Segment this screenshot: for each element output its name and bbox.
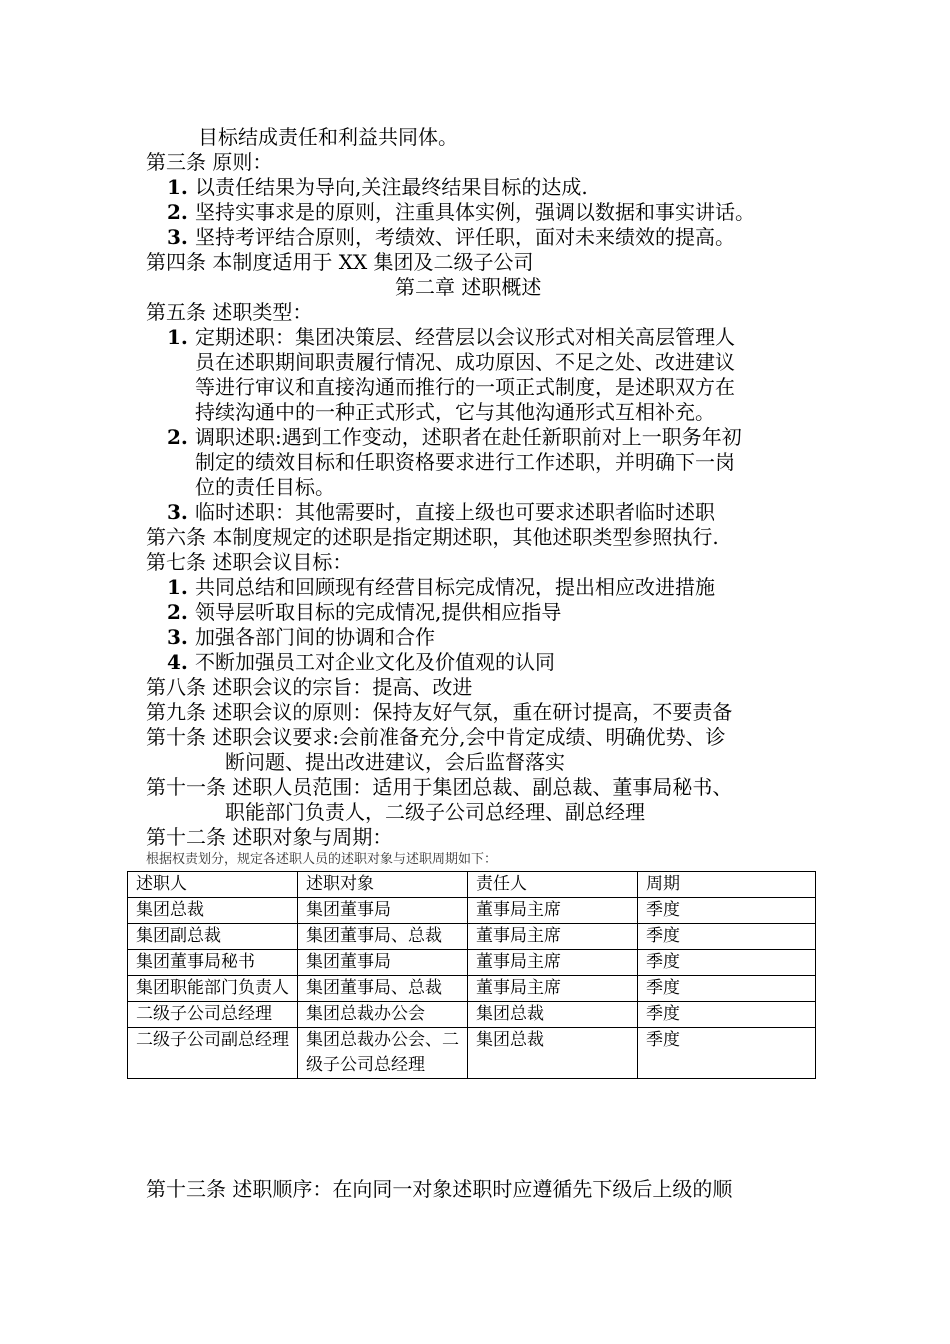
- table-cell: 集团总裁: [468, 1028, 638, 1079]
- text-line: 持续沟通中的一种正式形式，它与其他沟通形式互相补充。: [195, 400, 715, 424]
- table-cell: 季度: [638, 950, 816, 976]
- table-row: [128, 950, 816, 976]
- table-cell: 董事局主席: [468, 924, 638, 950]
- list-text: 临时述职：其他需要时，直接上级也可要求述职者临时述职: [195, 500, 715, 524]
- table-header-cell: 述职人: [128, 872, 298, 898]
- article-heading: 第七条 述职会议目标：: [146, 550, 353, 574]
- list-text: 坚持实事求是的原则，注重具体实例，强调以数据和事实讲话。: [195, 200, 755, 224]
- table-row: [128, 976, 816, 1002]
- article-heading: 第五条 述职类型：: [146, 300, 313, 324]
- article-heading: 第十一条 述职人员范围：适用于集团总裁、副总裁、董事局秘书、: [146, 775, 733, 799]
- list-text: 不断加强员工对企业文化及价值观的认同: [195, 650, 555, 674]
- table-cell: 季度: [638, 924, 816, 950]
- table-cell: 董事局主席: [468, 950, 638, 976]
- table-cell: 集团董事局、总裁: [298, 976, 468, 1002]
- list-number: 3.: [167, 500, 188, 524]
- list-item: [167, 225, 735, 250]
- text-line: 等进行审议和直接沟通而推行的一项正式制度，是述职双方在: [195, 375, 735, 399]
- article-heading: 第八条 述职会议的宗旨：提高、改进: [146, 675, 473, 699]
- table-cell: 董事局主席: [468, 976, 638, 1002]
- table-row: [128, 1002, 816, 1028]
- list-text: 加强各部门间的协调和合作: [195, 625, 435, 649]
- table-cell: 集团职能部门负责人: [128, 976, 298, 1002]
- article-heading: 第三条 原则：: [146, 150, 273, 174]
- list-item: [167, 625, 435, 650]
- list-number: 2.: [167, 600, 188, 624]
- table-cell: 董事局主席: [468, 898, 638, 924]
- list-text: 调职述职:遇到工作变动，述职者在赴任新职前对上一职务年初: [195, 425, 742, 449]
- table-cell: 集团总裁: [468, 1002, 638, 1028]
- list-item: [167, 600, 561, 625]
- list-number: 3.: [167, 625, 188, 649]
- list-item: [167, 575, 715, 600]
- table-cell: 集团董事局: [298, 898, 468, 924]
- list-item: [167, 175, 588, 200]
- article-heading: 第九条 述职会议的原则：保持友好气氛，重在研讨提高，不要责备: [146, 700, 733, 724]
- table-cell: 集团副总裁: [128, 924, 298, 950]
- table-cell: 季度: [638, 976, 816, 1002]
- list-number: 1.: [167, 575, 188, 599]
- table-row: [128, 898, 816, 924]
- table-cell: 二级子公司总经理: [128, 1002, 298, 1028]
- table-cell: 集团总裁: [128, 898, 298, 924]
- list-number: 2.: [167, 200, 188, 224]
- table-caption: 根据权责划分，规定各述职人员的述职对象与述职周期如下：: [146, 852, 498, 867]
- list-text: 以责任结果为导向,关注最终结果目标的达成.: [195, 175, 588, 199]
- text-line: 员在述职期间职责履行情况、成功原因、不足之处、改进建议: [195, 350, 735, 374]
- text-line: 职能部门负责人，二级子公司总经理、副总经理: [225, 800, 645, 824]
- text-line: 目标结成责任和利益共同体。: [198, 125, 458, 149]
- table-row: [128, 924, 816, 950]
- article-heading: 第十三条 述职顺序：在向同一对象述职时应遵循先下级后上级的顺: [146, 1177, 733, 1201]
- table-cell: 集团总裁办公会、二级子公司总经理: [298, 1028, 468, 1079]
- reporting-table: [127, 871, 816, 1079]
- table-cell: 季度: [638, 1002, 816, 1028]
- table-header-cell: 周期: [638, 872, 816, 898]
- article-heading: 第十二条 述职对象与周期：: [146, 825, 393, 849]
- list-text: 共同总结和回顾现有经营目标完成情况，提出相应改进措施: [195, 575, 715, 599]
- list-item: [167, 325, 735, 350]
- list-item: [167, 425, 742, 450]
- table-header-cell: 责任人: [468, 872, 638, 898]
- table-row: [128, 1028, 816, 1079]
- list-item: [167, 650, 555, 675]
- list-number: 1.: [167, 175, 188, 199]
- text-line: 制定的绩效目标和任职资格要求进行工作述职，并明确下一岗: [195, 450, 735, 474]
- list-item: [167, 200, 755, 225]
- list-number: 2.: [167, 425, 188, 449]
- table-cell: 二级子公司副总经理: [128, 1028, 298, 1079]
- article-heading: 第十条 述职会议要求:会前准备充分,会中肯定成绩、明确优势、诊: [146, 725, 726, 749]
- table-cell: 集团董事局秘书: [128, 950, 298, 976]
- table-header-cell: 述职对象: [298, 872, 468, 898]
- list-number: 3.: [167, 225, 188, 249]
- list-text: 坚持考评结合原则，考绩效、评任职，面对未来绩效的提高。: [195, 225, 735, 249]
- list-item: [167, 500, 715, 525]
- text-line: 断问题、提出改进建议，会后监督落实: [225, 750, 565, 774]
- list-text: 定期述职：集团决策层、经营层以会议形式对相关高层管理人: [195, 325, 735, 349]
- table-header-row: [128, 872, 816, 898]
- chapter-title: 第二章 述职概述: [395, 275, 542, 299]
- article-heading: 第六条 本制度规定的述职是指定期述职，其他述职类型参照执行.: [146, 525, 719, 549]
- table-cell: 集团总裁办公会: [298, 1002, 468, 1028]
- list-number: 4.: [167, 650, 188, 674]
- list-number: 1.: [167, 325, 188, 349]
- table-cell: 集团董事局、总裁: [298, 924, 468, 950]
- text-line: 位的责任目标。: [195, 475, 335, 499]
- table-cell: 季度: [638, 1028, 816, 1079]
- table-cell: 集团董事局: [298, 950, 468, 976]
- table-cell: 季度: [638, 898, 816, 924]
- list-text: 领导层听取目标的完成情况,提供相应指导: [195, 600, 562, 624]
- article-heading: 第四条 本制度适用于 XX 集团及二级子公司: [146, 250, 534, 274]
